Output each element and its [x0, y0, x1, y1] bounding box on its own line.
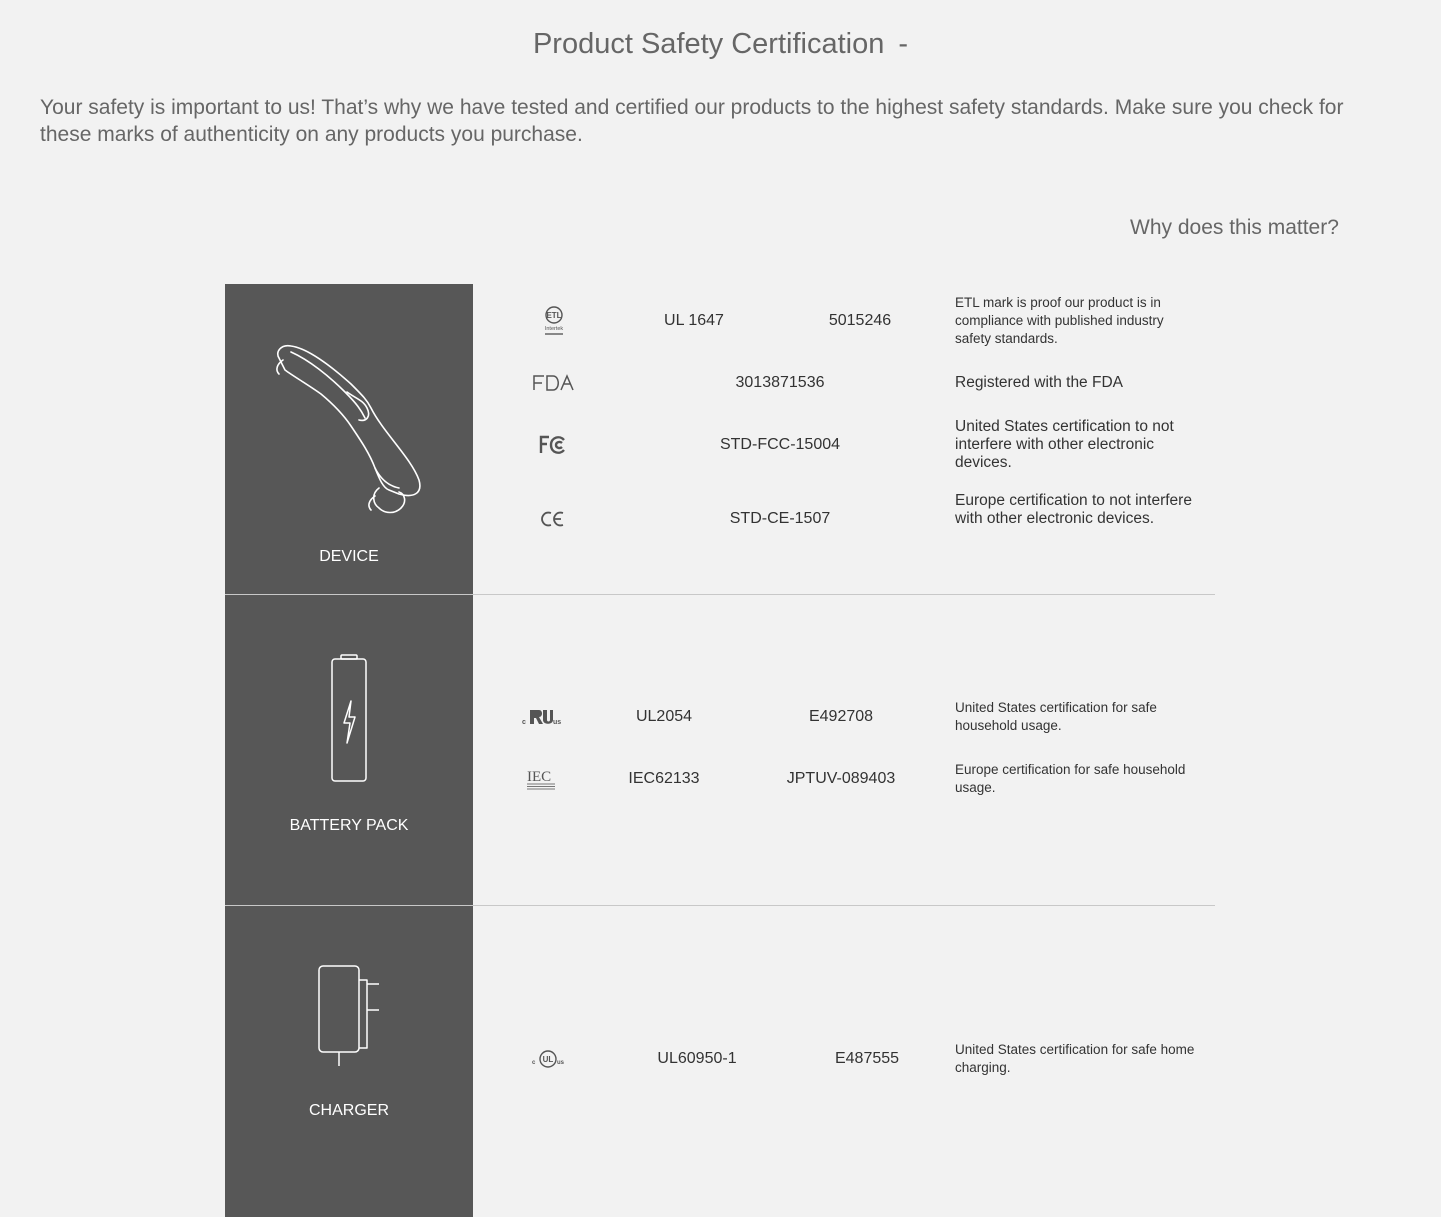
- device-row1-standard: UL 1647: [664, 312, 724, 329]
- battery-row2-standard: IEC62133: [628, 770, 700, 787]
- charger-plug-icon: [315, 964, 385, 1068]
- svg-text:us: us: [557, 1060, 565, 1066]
- device-row4-number: STD-CE-1507: [729, 510, 831, 527]
- page-title: Product Safety Certification -: [532, 28, 909, 60]
- intro-text: Your safety is important to us! That’s why we have tested and certified our products to the highest safety standards. Make sure you check for these marks of authenticity on any products you purchase.: [40, 96, 1344, 146]
- charger-row1-description: United States certification for safe home charging.: [955, 1042, 1195, 1075]
- section-charger-panel: [225, 906, 473, 1217]
- device-row2-description: Registered with the FDA: [955, 374, 1123, 391]
- battery-icon: [329, 653, 369, 783]
- cru-us-logo: [522, 708, 562, 726]
- ce-logo: [540, 510, 566, 528]
- battery-row1-standard: UL2054: [635, 708, 693, 725]
- device-row1-number: 5015246: [828, 312, 892, 329]
- svg-text:ETL: ETL: [546, 311, 562, 320]
- battery-row2-description: Europe certification for safe household usage.: [955, 762, 1186, 795]
- charger-row1-standard: UL60950-1: [657, 1050, 737, 1067]
- svg-text:IEC: IEC: [527, 769, 552, 785]
- device-row2-number: 3013871536: [735, 374, 825, 391]
- svg-text:UL: UL: [542, 1055, 554, 1064]
- svg-text:c: c: [532, 1060, 536, 1066]
- fda-logo: [532, 374, 574, 392]
- cul-us-logo: [532, 1049, 566, 1069]
- battery-row1-number: E492708: [808, 708, 874, 725]
- why-does-this-matter-link[interactable]: Why does this matter?: [1130, 216, 1339, 239]
- section-battery-label: BATTERY PACK: [289, 817, 409, 834]
- section-device-label: DEVICE: [319, 548, 379, 565]
- battery-row2-number: JPTUV-089403: [786, 770, 896, 787]
- device-row3-number: STD-FCC-15004: [719, 436, 841, 453]
- section-device-panel: [225, 284, 473, 594]
- svg-text:Intertek: Intertek: [544, 326, 564, 332]
- device-row1-description: ETL mark is proof our product is in compliance with published industry safety standards.: [955, 295, 1164, 346]
- iec-logo: [526, 767, 558, 791]
- section-charger-label: CHARGER: [308, 1102, 389, 1119]
- massager-device-icon: [271, 338, 431, 518]
- device-row3-description: United States certification to not interfere with other electronic devices.: [955, 418, 1174, 471]
- charger-row1-number: E487555: [834, 1050, 900, 1067]
- battery-row1-description: United States certification for safe household usage.: [955, 700, 1157, 733]
- device-row4-description: Europe certification to not interfere with other electronic devices.: [955, 492, 1192, 527]
- etl-intertek-logo: [539, 306, 569, 338]
- svg-text:us: us: [553, 719, 562, 726]
- svg-text:c: c: [522, 719, 526, 726]
- fcc-logo: [538, 435, 568, 455]
- section-battery-panel: [225, 595, 473, 905]
